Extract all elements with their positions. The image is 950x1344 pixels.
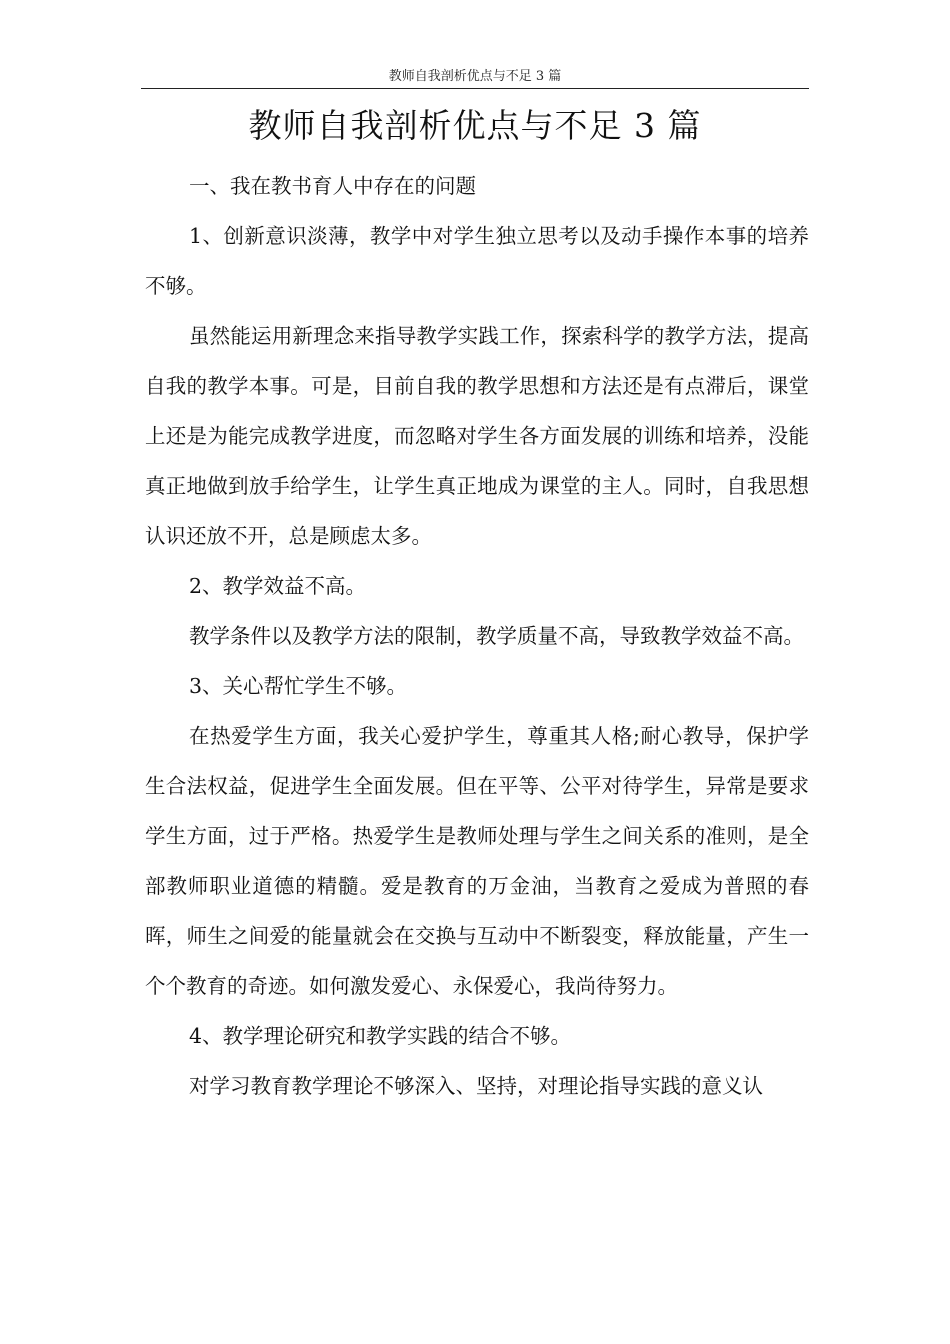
paragraph: 虽然能运用新理念来指导教学实践工作，探索科学的教学方法，提高自我的教学本事。可是，目前自我的教学思想和方法还是有点滞后，课堂上还是为能完成教学进度，而忽略对学生各方面发展的训练和培养，没能真正地做到放手给学生，让学生真正地成为课堂的主人。同时，自我思想认识还放不开，总是顾虑太多。 — [145, 324, 809, 548]
item-heading-1: 1、创新意识淡薄，教学中对学生独立思考以及动手操作本事的培养不够。 — [145, 224, 809, 298]
paragraph: 对学习教育教学理论不够深入、坚持，对理论指导实践的意义认 — [189, 1074, 763, 1098]
section-heading: 一、我在教书育人中存在的问题 — [189, 174, 476, 198]
header-divider — [141, 88, 809, 89]
document-title: 教师自我剖析优点与不足 3 篇 — [248, 106, 702, 145]
item-heading-3: 3、关心帮忙学生不够。 — [189, 674, 408, 698]
running-header: 教师自我剖析优点与不足 3 篇 — [388, 69, 562, 84]
document-body — [145, 161, 809, 1111]
item-heading-2: 2、教学效益不高。 — [189, 574, 367, 598]
paragraph: 教学条件以及教学方法的限制，教学质量不高，导致教学效益不高。 — [189, 624, 804, 648]
item-heading-4: 4、教学理论研究和教学实践的结合不够。 — [189, 1024, 572, 1048]
paragraph: 在热爱学生方面，我关心爱护学生，尊重其人格;耐心教导，保护学生合法权益，促进学生全面发展。但在平等、公平对待学生，异常是要求学生方面，过于严格。热爱学生是教师处理与学生之间关系的准则，是全部教师职业道德的精髓。爱是教育的万金油，当教育之爱成为普照的春晖，师生之间爱的能量就会在交换与互动中不断裂变，释放能量，产生一个个教育的奇迹。如何激发爱心、永保爱心，我尚待努力。 — [145, 724, 809, 998]
